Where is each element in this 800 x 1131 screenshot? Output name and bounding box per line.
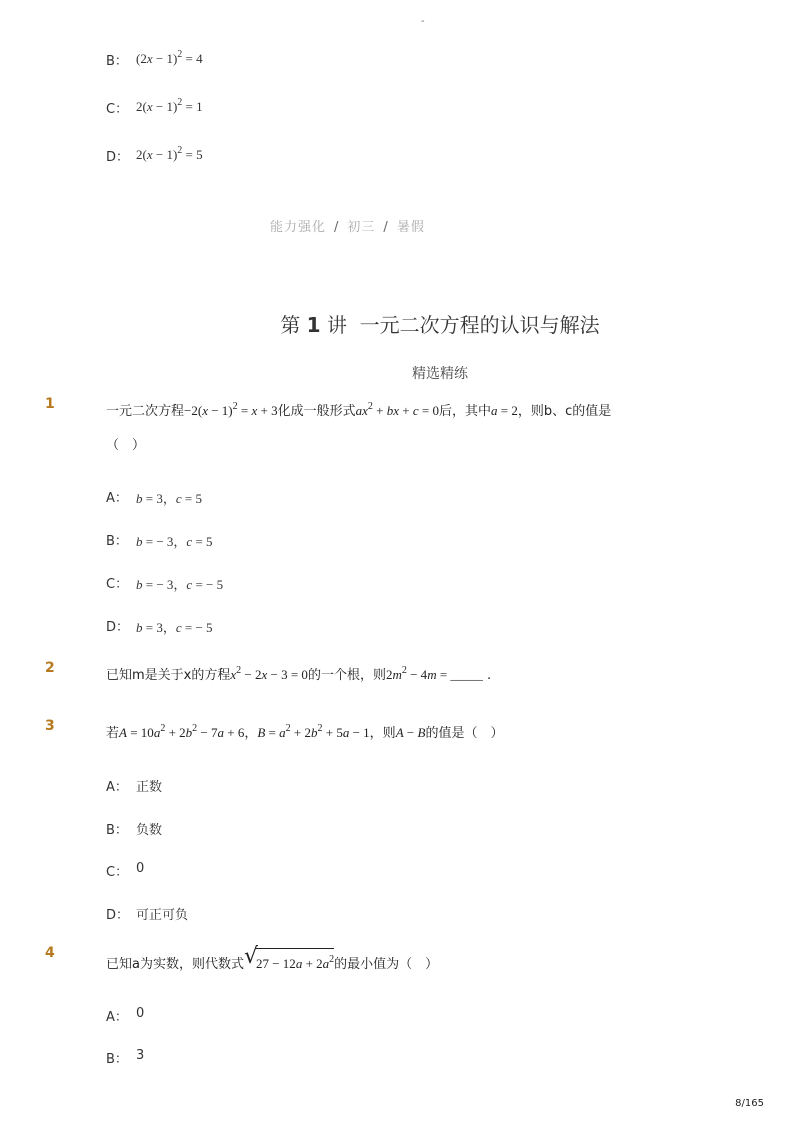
option-expression: $(2x - 1)^2 = 4$	[136, 49, 203, 66]
option-b[interactable]	[106, 530, 213, 549]
question-number: 2	[45, 660, 55, 676]
option-d[interactable]	[106, 904, 189, 923]
question-text: 一元二次方程$-2(x - 1)^2 = x + 3$化成一般形式$ax^2$ + bx + c = 0后，其中a = 2，则b、c的值是	[106, 401, 612, 419]
option-expression: b = − 3，c = − 5	[136, 577, 224, 592]
lecture-title	[0, 309, 800, 338]
breadcrumb-item: 能力强化	[270, 220, 327, 235]
breadcrumb-separator: /	[334, 220, 340, 235]
option-expression: b = 3，c = 5	[136, 491, 202, 506]
option-label: C：	[106, 102, 129, 117]
option-a[interactable]	[106, 487, 202, 506]
question-answer-blank: （ ）	[106, 438, 146, 453]
option-label: B：	[106, 1052, 128, 1067]
question-text: 已知a为实数，则代数式 √ $27 - 12a + 2a^2$的最小值为（ ）	[106, 944, 439, 972]
prev-option-d[interactable]	[106, 145, 203, 165]
option-label: A：	[106, 491, 128, 506]
option-text: 正数	[136, 780, 163, 795]
option-c[interactable]	[106, 573, 224, 592]
breadcrumb-item: 初三	[347, 220, 376, 235]
breadcrumb	[270, 216, 425, 235]
option-text: 3	[136, 1048, 145, 1063]
option-d[interactable]	[106, 616, 213, 635]
option-expression: b = 3，c = − 5	[136, 620, 213, 635]
prev-option-b[interactable]	[106, 49, 203, 69]
option-expression: $2(x - 1)^2 = 1$	[136, 97, 203, 114]
option-label: D：	[106, 150, 130, 165]
lecture-suffix: 讲	[326, 313, 347, 337]
prev-option-c[interactable]	[106, 97, 203, 117]
question-text: 若$A = 10a^2 + 2b^2 - 7a + 6$，$B = a^2 + 2b^2 + 5a - 1$，则A − B的值是（ ）	[106, 723, 504, 741]
lecture-number: 1	[306, 313, 321, 337]
option-a[interactable]	[106, 776, 163, 795]
option-b[interactable]	[106, 819, 163, 838]
section-title: 精选精练	[412, 366, 468, 382]
option-text: 负数	[136, 823, 163, 838]
question-number: 3	[45, 718, 55, 734]
option-label: A：	[106, 780, 128, 795]
option-expression: $2(x - 1)^2 = 5$	[136, 145, 203, 162]
question-number: 4	[45, 945, 55, 961]
option-label: A：	[106, 1010, 128, 1025]
option-label: B：	[106, 534, 128, 549]
option-text: 0	[136, 861, 145, 876]
option-label: D：	[106, 620, 130, 635]
page-number: 8/165	[735, 1098, 764, 1109]
option-label: C：	[106, 865, 129, 880]
lecture-topic: 一元二次方程的认识与解法	[359, 313, 600, 337]
option-label: D：	[106, 908, 130, 923]
option-text: 可正可负	[136, 908, 189, 923]
question-number: 1	[45, 396, 55, 412]
option-a[interactable]	[106, 1006, 145, 1025]
option-expression: b = − 3，c = 5	[136, 534, 213, 549]
option-label: C：	[106, 577, 129, 592]
lecture-prefix: 第	[280, 313, 301, 337]
option-label: B：	[106, 54, 128, 69]
top-mark: -	[421, 16, 425, 27]
option-text: 0	[136, 1006, 145, 1021]
option-b[interactable]	[106, 1048, 145, 1067]
breadcrumb-separator: /	[383, 220, 389, 235]
option-c[interactable]	[106, 861, 145, 880]
breadcrumb-item: 暑假	[396, 220, 425, 235]
option-label: B：	[106, 823, 128, 838]
question-text: 已知m是关于x的方程$x^2 - 2x - 3 = 0$的一个根，则$2m^2 - 4m$ = _____ .	[106, 665, 492, 683]
